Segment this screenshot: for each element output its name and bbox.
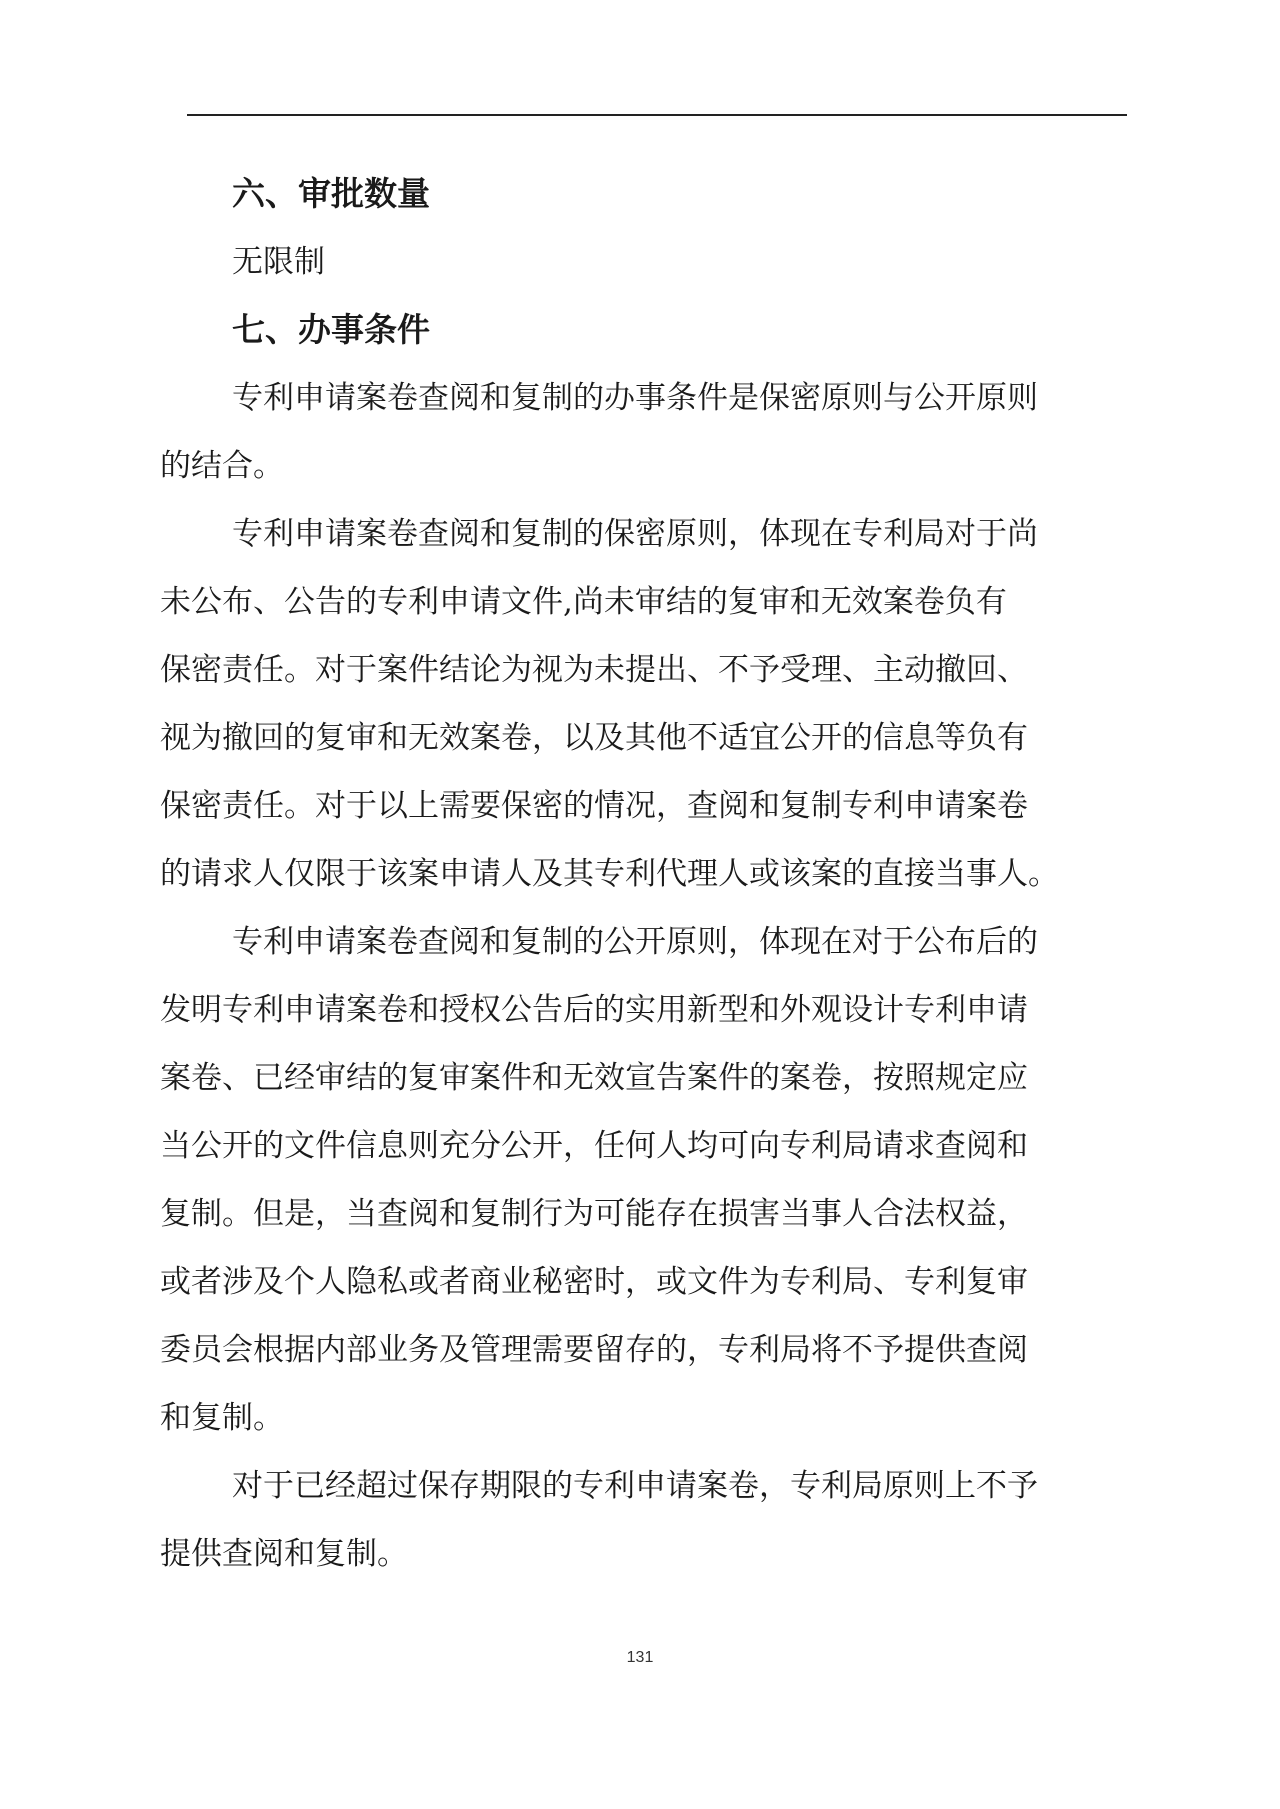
paragraph-line: 复制。但是，当查阅和复制行为可能存在损害当事人合法权益， [160, 1196, 1028, 1232]
paragraph-conditions-intro [160, 364, 1120, 500]
paragraph-line: 的请求人仅限于该案申请人及其专利代理人或该案的直接当事人。 [160, 856, 1059, 892]
paragraph-line: 的结合。 [160, 448, 284, 484]
paragraph-line: 专利申请案卷查阅和复制的办事条件是保密原则与公开原则 [232, 380, 1038, 416]
paragraph-approval-quantity [160, 228, 1120, 296]
paragraph-line: 当公开的文件信息则充分公开，任何人均可向专利局请求查阅和 [160, 1128, 1028, 1164]
paragraph-line: 和复制。 [160, 1400, 284, 1436]
paragraph-line: 保密责任。对于案件结论为视为未提出、不予受理、主动撤回、 [160, 652, 1028, 688]
paragraph-disclosure-principle [160, 908, 1120, 1452]
header-rule [187, 114, 1127, 116]
section-heading-approval-quantity: 六、审批数量 [232, 174, 430, 213]
paragraph-line: 专利申请案卷查阅和复制的公开原则，体现在对于公布后的 [232, 924, 1038, 960]
paragraph-line: 专利申请案卷查阅和复制的保密原则，体现在专利局对于尚 [232, 516, 1038, 552]
paragraph-line: 发明专利申请案卷和授权公告后的实用新型和外观设计专利申请 [160, 992, 1028, 1028]
document-body [160, 160, 1120, 1588]
paragraph-line: 委员会根据内部业务及管理需要留存的，专利局将不予提供查阅 [160, 1332, 1028, 1368]
paragraph-line: 保密责任。对于以上需要保密的情况，查阅和复制专利申请案卷 [160, 788, 1028, 824]
paragraph-line: 案卷、已经审结的复审案件和无效宣告案件的案卷，按照规定应 [160, 1060, 1028, 1096]
paragraph-expired-files [160, 1452, 1120, 1588]
paragraph-line: 视为撤回的复审和无效案卷，以及其他不适宜公开的信息等负有 [160, 720, 1028, 756]
section-heading-conditions: 七、办事条件 [232, 310, 430, 349]
paragraph-line: 无限制 [232, 244, 325, 280]
page-number: 131 [626, 1649, 654, 1666]
paragraph-line: 提供查阅和复制。 [160, 1536, 408, 1572]
paragraph-line: 未公布、公告的专利申请文件,尚未审结的复审和无效案卷负有 [160, 584, 1007, 620]
paragraph-line: 或者涉及个人隐私或者商业秘密时，或文件为专利局、专利复审 [160, 1264, 1028, 1300]
paragraph-confidentiality-principle [160, 500, 1120, 908]
paragraph-line: 对于已经超过保存期限的专利申请案卷，专利局原则上不予 [232, 1468, 1038, 1504]
